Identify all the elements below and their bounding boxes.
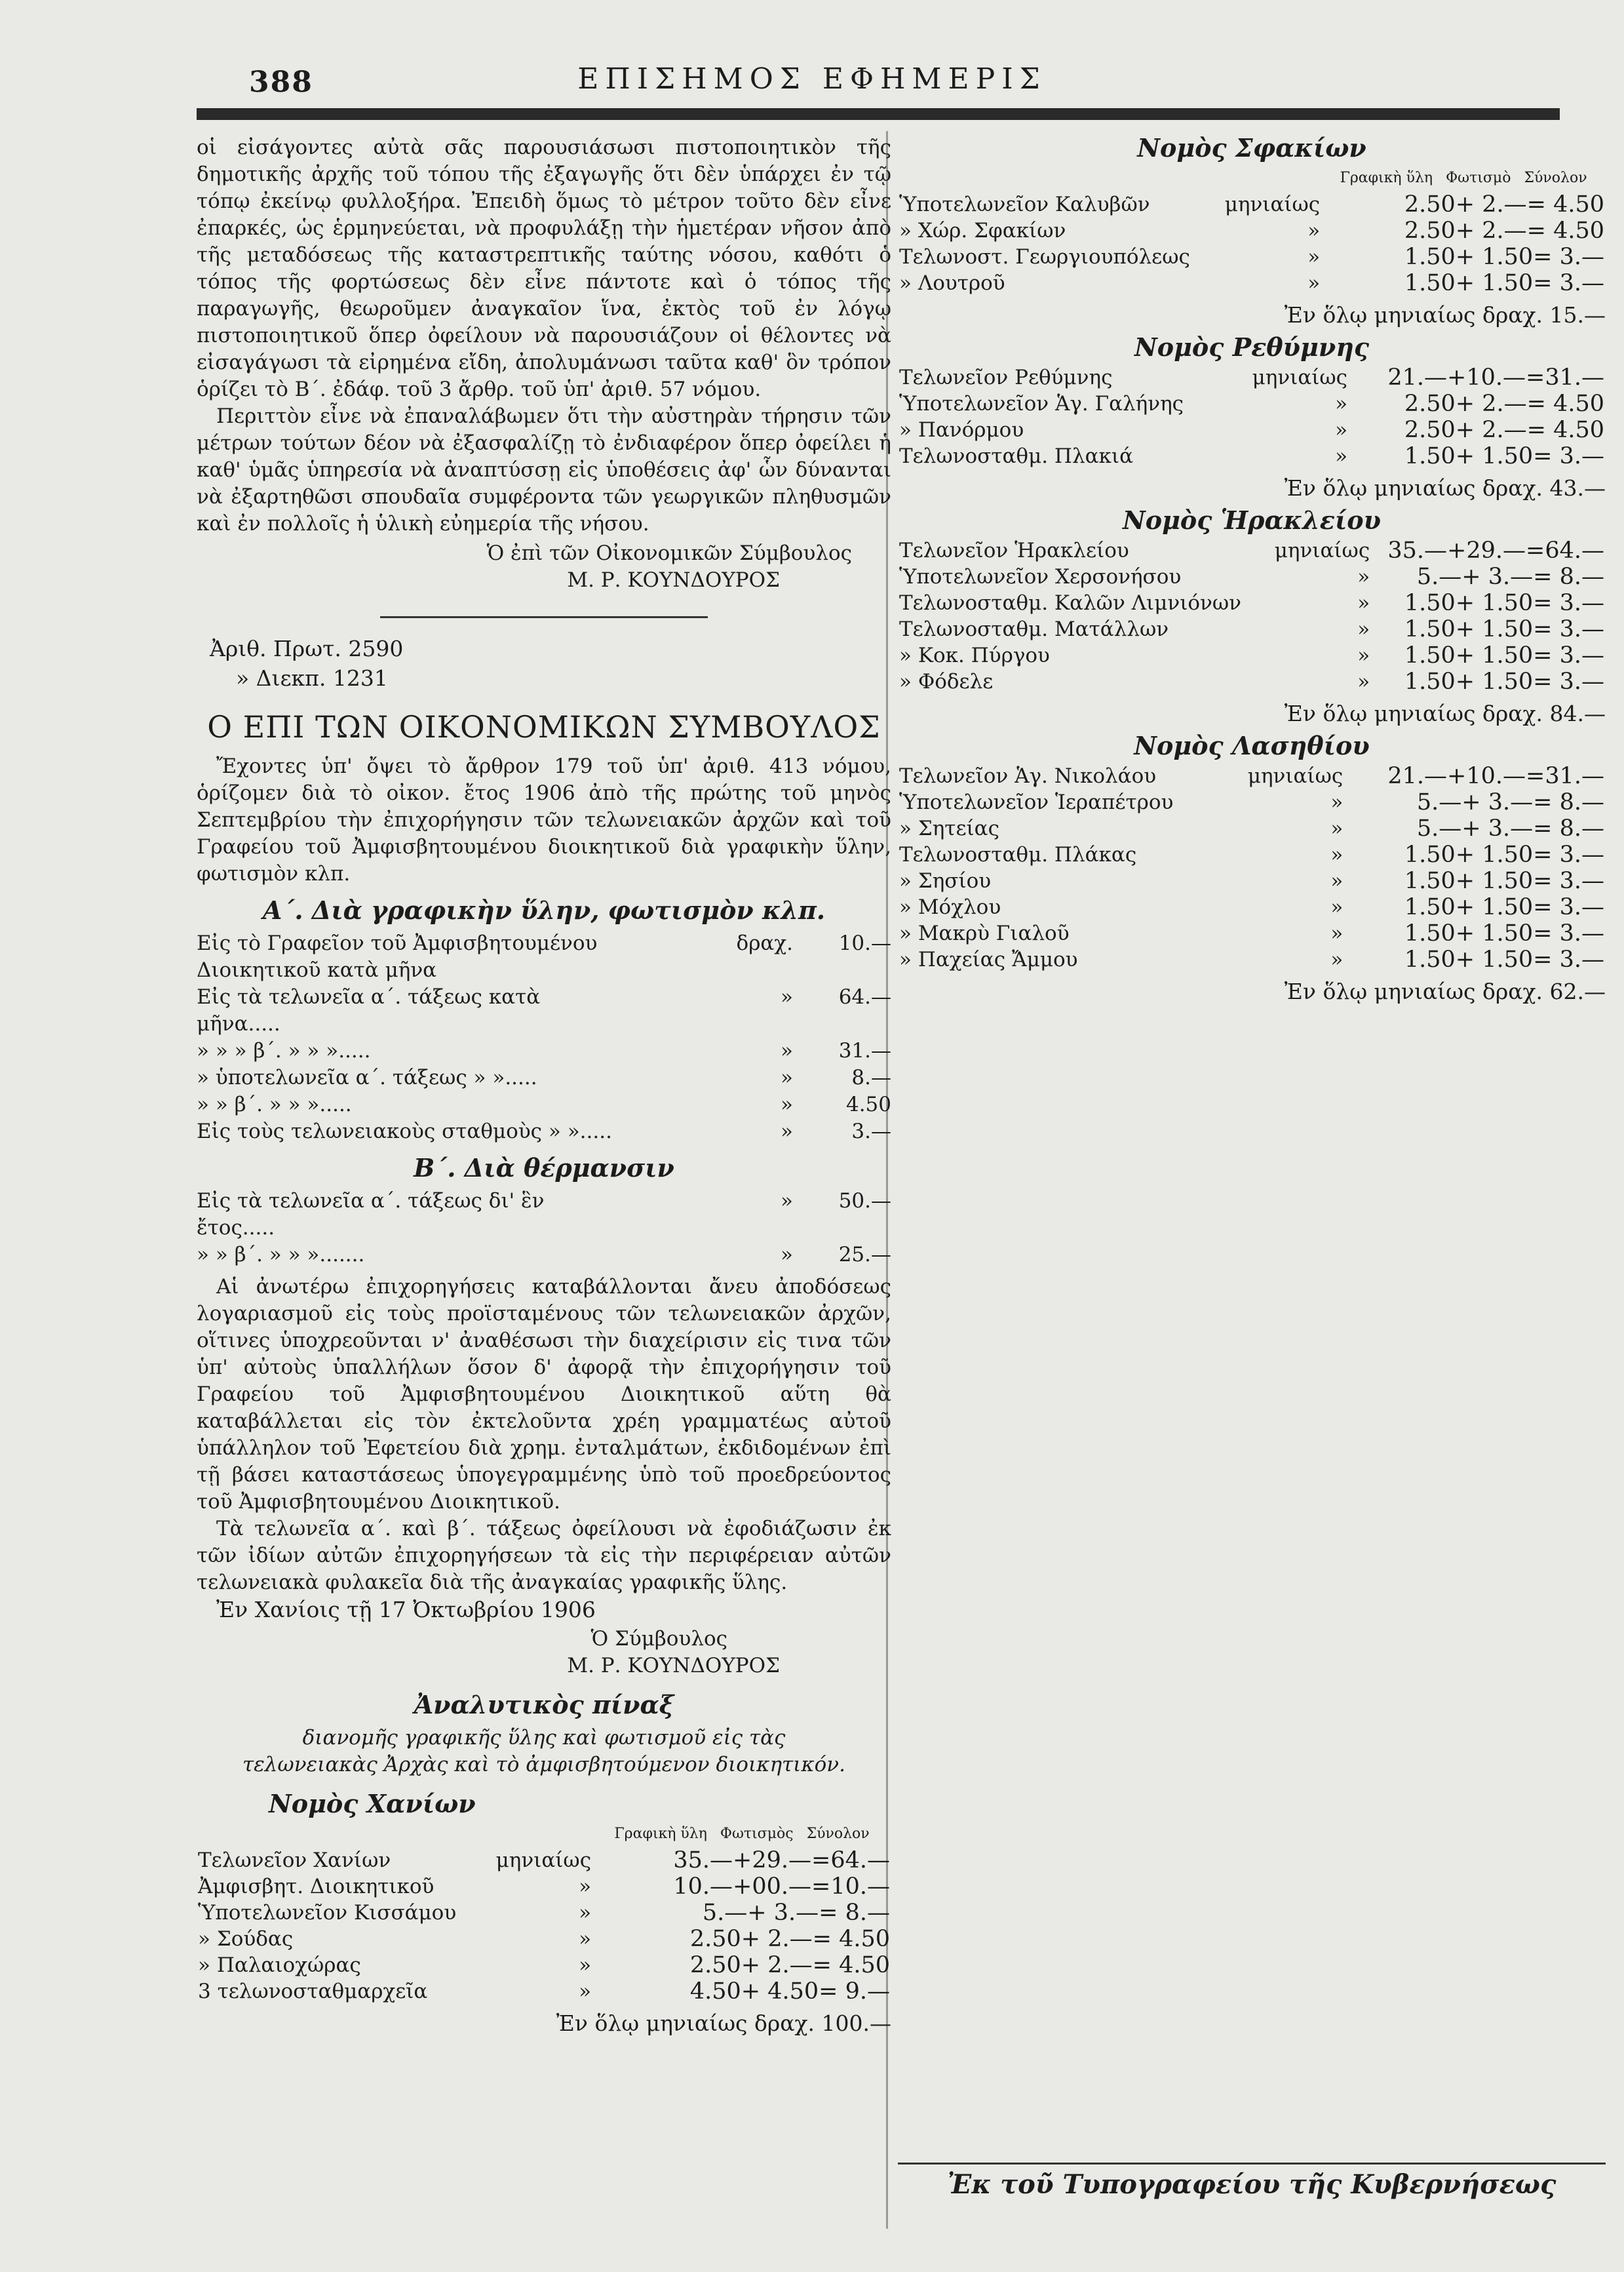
amount-formula: 1.50+ 1.50= 3.— — [1404, 590, 1604, 616]
table-row — [898, 244, 1606, 270]
office-name: Τελωνοσταθμ. Πλάκας — [899, 843, 1137, 867]
office-name: 3 τελωνοσταθμαρχεῖα — [198, 1980, 428, 2003]
office-name: Τελωνοσταθμ. Πλακιά — [899, 444, 1134, 468]
row-unit: » — [781, 985, 793, 1009]
table-row — [197, 1926, 891, 1952]
frequency: » — [1357, 617, 1370, 641]
amount-formula: 5.—+ 3.—= 8.— — [1416, 789, 1604, 815]
office-name: Τελωνοστ. Γεωργιουπόλεως — [899, 245, 1190, 269]
table-row — [898, 669, 1606, 695]
frequency: » — [1330, 791, 1344, 814]
rethymno-table — [898, 364, 1606, 469]
section-a-title: Α΄. Διὰ γραφικὴν ὕλην, φωτισμὸν κλπ. — [262, 895, 826, 925]
row-unit: » — [781, 1120, 793, 1143]
office-name: » Μόχλου — [899, 895, 1001, 919]
amount-formula: 35.—+29.—=64.— — [673, 1847, 890, 1873]
frequency: » — [1335, 418, 1348, 442]
table-row — [898, 616, 1606, 642]
frequency: » — [1357, 591, 1370, 615]
office-name: Ὑποτελωνεῖον Καλυβῶν — [899, 193, 1150, 216]
chania-table — [197, 1821, 891, 2005]
office-name: » Πανόρμου — [899, 418, 1024, 442]
section-b-title: Β΄. Διὰ θέρμανσιν — [414, 1153, 674, 1183]
frequency: » — [1330, 948, 1344, 971]
amount-formula: 2.50+ 2.—= 4.50 — [1404, 391, 1604, 417]
protocol-number: Ἀριθ. Πρωτ. 2590 — [210, 636, 404, 661]
amount-formula: 21.—+10.—=31.— — [1387, 763, 1604, 789]
amount-row — [197, 1038, 891, 1065]
office-name: Ὑποτελωνεῖον Χερσονήσου — [899, 565, 1182, 589]
frequency: » — [579, 1901, 592, 1925]
table-row — [898, 947, 1606, 973]
lasithi-table — [898, 763, 1606, 973]
amount-formula: 4.50+ 4.50= 9.— — [689, 1978, 890, 2005]
table-row — [898, 842, 1606, 868]
frequency: μηνιαίως — [495, 1849, 592, 1872]
column-header: Γραφικὴ ὕλη — [1340, 170, 1433, 186]
row-amount: 50.— — [838, 1189, 891, 1213]
column-headers — [592, 1821, 891, 1847]
row-amount: 10.— — [838, 931, 891, 955]
frequency: μηνιαίως — [1252, 366, 1348, 389]
amount-formula: 1.50+ 1.50= 3.— — [1404, 270, 1604, 296]
row-amount: 64.— — [838, 985, 891, 1009]
table-row — [898, 538, 1606, 564]
office-name: Τελωνεῖον Ἁγ. Νικολάου — [899, 764, 1157, 788]
table-row — [898, 270, 1606, 296]
frequency: » — [1330, 843, 1344, 867]
amount-formula: 2.50+ 2.—= 4.50 — [1404, 218, 1604, 244]
total-line: Ἐν ὅλῳ μηνιαίως δραχ. 43.— — [1284, 475, 1606, 501]
amount-formula: 21.—+10.—=31.— — [1387, 364, 1604, 391]
row-label: Εἰς τὰ τελωνεῖα α΄. τάξεως κατὰ μῆνα..... — [197, 985, 541, 1036]
frequency: » — [1357, 670, 1370, 694]
frequency: » — [1307, 219, 1321, 243]
total-line: Ἐν ὅλῳ μηνιαίως δραχ. 100.— — [556, 2010, 891, 2036]
row-unit: » — [781, 1189, 793, 1213]
column-header: Γραφικὴ ὕλη — [614, 1826, 707, 1842]
amount-formula: 2.50+ 2.—= 4.50 — [689, 1952, 890, 1978]
table-row — [898, 894, 1606, 920]
table-row — [898, 815, 1606, 842]
row-unit: » — [781, 1039, 793, 1063]
table-row — [197, 1900, 891, 1926]
office-name: Τελωνεῖον Ρεθύμνης — [899, 366, 1113, 389]
frequency: » — [1357, 565, 1370, 589]
amount-formula: 35.—+29.—=64.— — [1387, 538, 1604, 564]
row-amount: 4.50 — [845, 1093, 891, 1116]
frequency: » — [579, 1927, 592, 1951]
frequency: μηνιαίως — [1224, 193, 1321, 216]
amount-formula: 1.50+ 1.50= 3.— — [1404, 842, 1604, 868]
amount-formula: 1.50+ 1.50= 3.— — [1404, 443, 1604, 469]
frequency: » — [1330, 895, 1344, 919]
row-unit: » — [781, 1243, 793, 1266]
office-name: Τελωνεῖον Χανίων — [198, 1849, 391, 1872]
amount-row — [197, 1118, 891, 1145]
table-row — [898, 763, 1606, 789]
frequency: » — [579, 1953, 592, 1977]
frequency: » — [1330, 869, 1344, 893]
amount-formula: 1.50+ 1.50= 3.— — [1404, 616, 1604, 642]
prefecture-title: Νομὸς Σφακίων — [1137, 133, 1366, 163]
paragraph: Αἱ ἀνωτέρω ἐπιχορηγήσεις καταβάλλονται ἄνευ ἀποδόσεως λογαριασμοῦ εἰς τοὺς προϊσταμένους τῶν τελωνειακῶν ἀρχῶν, οἵτινες ὑποχρεοῦνται ν' ἀναθέσωσι τὴν διαχείρισιν εἰς τινα τῶν ὑπ' αὐτοὺς ὑπαλλήλων ὅσον δ' ἀφορᾷ τὴν ἐπιχορήγησιν τοῦ Γραφείου τοῦ Ἀμφισβητουμένου Διοικητικοῦ αὕτη θὰ καταβάλλεται εἰς τὸν ἐκτελοῦντα χρέη γραμματέως αὐτοῦ ὑπάλληλον τοῦ Ἐφετείου διὰ χρημ. ἐνταλμάτων, ἐκδιδομένων ἐπὶ τῇ βάσει καταστάσεως ὑπογεγραμμένης ὑπὸ τοῦ προεδρεύοντος τοῦ Ἀμφισβητουμένου Διοικητικοῦ. — [197, 1275, 891, 1514]
row-label: Εἰς τὸ Γραφεῖον τοῦ Ἀμφισβητουμένου Διοικητικοῦ κατὰ μῆνα — [197, 931, 598, 982]
masthead-title: ΕΠΙΣΗΜΟΣ ΕΦΗΜΕΡΙΣ — [577, 62, 1047, 96]
amount-formula: 2.50+ 2.—= 4.50 — [1404, 191, 1604, 218]
row-amount: 25.— — [838, 1243, 891, 1266]
total-line: Ἐν ὅλῳ μηνιαίως δραχ. 84.— — [1284, 701, 1606, 726]
frequency: » — [1307, 245, 1321, 269]
prefecture-title: Νομὸς Χανίων — [269, 1789, 476, 1818]
total-line: Ἐν ὅλῳ μηνιαίως δραχ. 62.— — [1284, 979, 1606, 1004]
row-unit: » — [781, 1093, 793, 1116]
table-row — [898, 642, 1606, 669]
amount-row — [197, 984, 891, 1038]
table-row — [898, 789, 1606, 815]
office-name: » Παλαιοχώρας — [198, 1953, 361, 1977]
row-amount: 3.— — [851, 1120, 891, 1143]
office-name: » Σούδας — [198, 1927, 294, 1951]
amount-row — [197, 1188, 891, 1242]
amount-formula: 5.—+ 3.—= 8.— — [1416, 815, 1604, 842]
footer-printer: Ἐκ τοῦ Τυπογραφείου τῆς Κυβερνήσεως — [898, 2163, 1606, 2198]
office-name: Ὑποτελωνεῖον Ἁγ. Γαλήνης — [899, 392, 1184, 416]
prefecture-title: Νομὸς Λασηθίου — [1134, 731, 1370, 760]
paragraph: Τὰ τελωνεῖα α΄. καὶ β΄. τάξεως ὀφείλουσι νὰ ἐφοδιάζωσιν ἐκ τῶν ἰδίων αὐτῶν ἐπιχορηγήσεων τὰ εἰς τὴν περιφέρειαν αὐτῶν τελωνειακὰ φυλακεῖα διὰ τῆς ἀναγκαίας γραφικῆς ὕλης. — [197, 1517, 891, 1594]
total-line: Ἐν ὅλῳ μηνιαίως δραχ. 15.— — [1284, 302, 1606, 328]
right-column — [898, 134, 1606, 2198]
table-row — [898, 218, 1606, 244]
row-unit: » — [781, 1066, 793, 1089]
column-header: Φωτισμὸ — [1446, 170, 1511, 186]
frequency: » — [1330, 817, 1344, 840]
table-row — [898, 590, 1606, 616]
column-header: Σύνολον — [806, 1826, 870, 1842]
row-label: » » » β΄. » » »..... — [197, 1039, 371, 1063]
office-name: Ἀμφισβητ. Διοικητικοῦ — [198, 1875, 435, 1898]
section-rule — [380, 616, 708, 618]
left-column — [197, 134, 891, 2037]
table-row — [197, 1978, 891, 2005]
amount-formula: 1.50+ 1.50= 3.— — [1404, 244, 1604, 270]
amount-row — [197, 1242, 891, 1268]
signature-name: Μ. Ρ. ΚΟΥΝΔΟΥΡΟΣ — [567, 1654, 780, 1677]
column-header: Φωτισμὸς — [720, 1826, 794, 1842]
office-name: » Φόδελε — [899, 670, 994, 694]
date-line: Ἐν Χανίοις τῇ 17 Ὀκτωβρίου 1906 — [216, 1597, 596, 1622]
dispatch-number: » Διεκπ. 1231 — [236, 665, 388, 691]
amount-row — [197, 930, 891, 984]
signature-name: Μ. Ρ. ΚΟΥΝΔΟΥΡΟΣ — [567, 568, 780, 592]
table-row — [898, 391, 1606, 417]
paragraph: Ἔχοντες ὑπ' ὄψει τὸ ἄρθρον 179 τοῦ ὑπ' ἀριθ. 413 νόμου, ὁρίζομεν διὰ τὸ οἰκον. ἔτος 1906 ἀπὸ τῆς πρώτης τοῦ μηνὸς Σεπτεμβρίου τὴν ἐπιχορήγησιν τῶν τελωνειακῶν ἀρχῶν καὶ τοῦ Γραφείου τοῦ Ἀμφισβητουμένου διοικητικοῦ διὰ γραφικὴν ὕλην, φωτισμὸν κλπ. — [197, 754, 891, 886]
signature-role: Ὁ ἐπὶ τῶν Οἰκονομικῶν Σύμβουλος — [486, 541, 852, 565]
row-label: » ὑποτελωνεῖα α΄. τάξεως » »..... — [197, 1066, 537, 1089]
paragraph: Περιττὸν εἶνε νὰ ἐπαναλάβωμεν ὅτι τὴν αὐστηρὰν τήρησιν τῶν μέτρων τούτων δέον νὰ ἐξασφαλίζῃ τὸ ἐνδιαφέρον ὅπερ ὀφείλει ἡ καθ' ὑμᾶς ὑπηρεσία νὰ ἀναπτύσσῃ εἰς ὑποθέσεις ἀφ' ὧν δύνανται νὰ ἐξαρτηθῶσι σπουδαῖα συμφέροντα τῶν γεωργικῶν πληθυσμῶν καὶ ἐν πολλοῖς ἡ ὑλικὴ εὐημερία τῆς νήσου. — [197, 404, 891, 536]
row-label: » » β΄. » » »..... — [197, 1093, 352, 1116]
frequency: μηνιαίως — [1247, 764, 1344, 788]
frequency: μηνιαίως — [1274, 539, 1370, 562]
column-header: Σύνολον — [1524, 170, 1587, 186]
office-name: » Παχείας Ἄμμου — [899, 948, 1078, 971]
table-row — [197, 1952, 891, 1978]
table-row — [898, 443, 1606, 469]
amount-formula: 1.50+ 1.50= 3.— — [1404, 947, 1604, 973]
page-number: 388 — [249, 66, 313, 99]
header-rule — [197, 108, 1560, 120]
office-name: Τελωνοσταθμ. Καλῶν Λιμνιόνων — [899, 591, 1241, 615]
amount-formula: 5.—+ 3.—= 8.— — [1416, 564, 1604, 590]
amount-row — [197, 1091, 891, 1118]
amount-formula: 1.50+ 1.50= 3.— — [1404, 642, 1604, 669]
frequency: » — [1357, 644, 1370, 667]
amount-formula: 1.50+ 1.50= 3.— — [1404, 894, 1604, 920]
office-name: Τελωνοσταθμ. Ματάλλων — [899, 617, 1169, 641]
pinax-subtitle: διανομῆς γραφικῆς ὕλης καὶ φωτισμοῦ εἰς τὰς τελωνειακὰς Ἀρχὰς καὶ τὸ ἀμφισβητούμενον διοικητικόν. — [242, 1726, 846, 1776]
row-amount: 8.— — [851, 1066, 891, 1089]
table-row — [898, 868, 1606, 894]
frequency: » — [579, 1980, 592, 2003]
office-name: » Μακρὺ Γιαλοῦ — [899, 922, 1070, 945]
amount-formula: 1.50+ 1.50= 3.— — [1404, 868, 1604, 894]
office-name: » Σησίου — [899, 869, 992, 893]
table-row — [898, 364, 1606, 391]
office-name: Ὑποτελωνεῖον Κισσάμου — [198, 1901, 457, 1925]
amount-formula: 2.50+ 2.—= 4.50 — [1404, 417, 1604, 443]
frequency: » — [1307, 271, 1321, 295]
frequency: » — [1335, 392, 1348, 416]
amount-formula: 5.—+ 3.—= 8.— — [702, 1900, 890, 1926]
row-label: Εἰς τοὺς τελωνειακοὺς σταθμοὺς » »..... — [197, 1120, 612, 1143]
decree-title: Ο ΕΠΙ ΤΩΝ ΟΙΚΟΝΟΜΙΚΩΝ ΣΥΜΒΟΥΛΟΣ — [207, 709, 881, 745]
amount-formula: 10.—+00.—=10.— — [673, 1873, 890, 1900]
table-row — [197, 1873, 891, 1900]
section-b-list — [197, 1188, 891, 1268]
pinax-title: Ἀναλυτικὸς πίναξ — [414, 1690, 674, 1719]
office-name: » Λουτροῦ — [899, 271, 1005, 295]
office-name: » Κοκ. Πύργου — [899, 644, 1050, 667]
table-row — [898, 920, 1606, 947]
row-label: » » β΄. » » »....... — [197, 1243, 365, 1266]
amount-formula: 2.50+ 2.—= 4.50 — [689, 1926, 890, 1952]
table-row — [898, 564, 1606, 590]
amount-formula: 1.50+ 1.50= 3.— — [1404, 920, 1604, 947]
signature-role: Ὁ Σύμβουλος — [590, 1627, 727, 1651]
office-name: Ὑποτελωνεῖον Ἱεραπέτρου — [899, 791, 1174, 814]
office-name: » Χώρ. Σφακίων — [899, 219, 1066, 243]
table-row — [898, 417, 1606, 443]
heraklion-table — [898, 538, 1606, 695]
row-label: Εἰς τὰ τελωνεῖα α΄. τάξεως δι' ἓν ἔτος..... — [197, 1189, 545, 1240]
frequency: » — [1330, 922, 1344, 945]
prefecture-title: Νομὸς Ρεθύμνης — [1134, 332, 1369, 362]
row-unit: δραχ. — [736, 931, 793, 955]
frequency: » — [1335, 444, 1348, 468]
amount-formula: 1.50+ 1.50= 3.— — [1404, 669, 1604, 695]
column-headers — [1321, 165, 1606, 191]
paragraph: οἱ εἰσάγοντες αὐτὰ σᾶς παρουσιάσωσι πιστοποιητικὸν τῆς δημοτικῆς ἀρχῆς τοῦ τόπου τῆς ἐξαγωγῆς ὅτι δὲν ὑπάρχει ἐν τῷ τόπῳ ἐκείνῳ φυλλοξήρα. Ἐπειδὴ ὅμως τὸ μέτρον τοῦτο δὲν εἶνε ἐπαρκές, ὡς ἑρμηνεύεται, νὰ προφυλάξῃ τὴν ἡμετέραν νῆσον ἀπὸ τῆς μεταδόσεως τῆς καταστρεπτικῆς ταύτης νόσου, καθότι ὁ τόπος τῆς φορτώσεως δὲν εἶνε πάντοτε καὶ ὁ τόπος τῆς παραγωγῆς, θεωροῦμεν ἀναγκαῖον ἵνα, ἐκτὸς τοῦ ἐν λόγῳ πιστοποιητικοῦ ὅπερ ὀφείλουν νὰ παρουσιάζουν οἱ θέλοντες νὰ εἰσαγάγωσι τὰ εἰρημένα εἴδη, ἀπολυμάνωσι ταῦτα καθ' ὃν τρόπον ὁρίζει τὸ Β΄. ἐδάφ. τοῦ 3 ἄρθρ. τοῦ ὑπ' ἀριθ. 57 νόμου. — [197, 136, 891, 401]
section-a-list — [197, 930, 891, 1145]
office-name: Τελωνεῖον Ἡρακλείου — [899, 539, 1129, 562]
row-amount: 31.— — [838, 1039, 891, 1063]
prefecture-title: Νομὸς Ἡρακλείου — [1122, 505, 1382, 535]
table-row — [898, 191, 1606, 218]
frequency: » — [579, 1875, 592, 1898]
office-name: » Σητείας — [899, 817, 999, 840]
amount-row — [197, 1065, 891, 1091]
sfakia-table — [898, 165, 1606, 296]
table-row — [197, 1847, 891, 1873]
